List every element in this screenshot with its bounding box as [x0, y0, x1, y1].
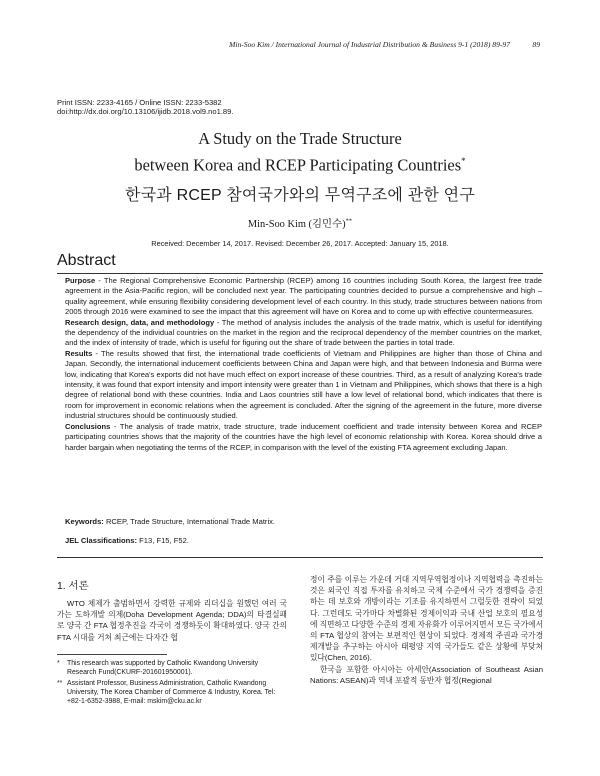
abstract-bottom-rule: [57, 557, 543, 558]
purpose-text: - The Regional Comprehensive Economic Partnership (RCEP) among 16 countries including South Korea, the largest free trade agreement in the Asia-Pacific region, will be concluded next year. The participating countries decided to pursue a comprehensive and high –quality agreement, while ensuring flexibility considering development level of each country. In this study, trade structures between nations from 2005 through 2016 were examined to see the impact that this agreement will have on Korea and to come up with effective countermeasures.: [65, 276, 542, 317]
footnote-item: [57, 659, 289, 677]
keywords-text: RCEP, Trade Structure, International Trade Matrix.: [103, 517, 276, 526]
results-text: - The results showed that first, the international trade coefficients of Vietnam and Philippines are higher than those of China and Japan. Secondly, the international inducement coefficients between China and Japan were high, and that between Indonesia and Burma were low, indicating that Korea's exports did not have much effect on export increase of these countries. Third, as a result of analyzing Korea's trade intensity, it was found that export intensity and import intensity were greater than 1 in Vietnam and Philippines, which shows that there is a high degree of relational bond with these countries. India and Laos countries still have a low level of relational bond, which indicates that there is room for improvement in economic relations when the agreement is concluded. After the signing of the agreement in the future, more diverse industrial structures should be continuously studied.: [65, 348, 542, 421]
footnote-text: This research was supported by Catholic Kwandong University Research Fund(CKURF-201601950001).: [67, 660, 259, 677]
jel-label: JEL Classifications:: [65, 536, 138, 545]
right-paragraph-2: 한국을 포함한 아시아는 아세안(Association of Southeast Asian Nations: ASEAN)과 역내 포괄적 동반자 협정(Regional: [310, 664, 543, 685]
page-number: 89: [532, 40, 540, 49]
abstract-body: [65, 276, 542, 453]
issn-line: Print ISSN: 2233-4165 / Online ISSN: 2233-5382: [57, 98, 222, 107]
abstract-conclusions: [65, 422, 542, 453]
footnote-text: Assistant Professor, Business Administration, Catholic Kwandong University, The Korea Chamber of Commerce & Industry, Korea. Tel: +82-1-6352-3988, E-mail: mskim@cku.ac.kr: [67, 680, 276, 706]
footnote-rule: [57, 654, 167, 655]
abstract-top-rule: [57, 273, 543, 274]
title-line-2: [40, 150, 560, 176]
running-head-text: Min-Soo Kim / International Journal of Industrial Distribution & Business 9-1 (2018) 89-97: [229, 40, 510, 49]
conclusions-label: Conclusions: [65, 421, 111, 431]
left-paragraph: WTO 체제가 출범하면서 강력한 규제와 리더십을 원했던 여러 국가는 도하개발 의제(Doha Development Agenda; DDA)의 타결실패로 양국 간 FTA 협정추진을 각국이 경쟁하듯이 확대하였다. 양국 간의 FTA 시대를 거쳐 최근에는 다자간 협: [57, 599, 287, 642]
purpose-label: Purpose: [65, 276, 96, 285]
footnote-mark: **: [57, 680, 63, 688]
title-block: [40, 128, 560, 248]
conclusions-text: - The analysis of trade matrix, trade structure, trade inducement coefficient and trade intensity between Korea and RCEP participating countries shows that the majority of the countries have the high level of economic relationship with Korea. Korea should drive a harder bargain when negotiating the terms of the RCEP, in comparison with the level of the existing FTA agreement excluding Japan.: [65, 421, 542, 452]
title-line-2-text: between Korea and RCEP Participating Countries: [134, 155, 462, 175]
footnotes: [57, 659, 289, 708]
right-column: [310, 574, 543, 686]
issn-block: [57, 98, 233, 117]
method-label: Research design, data, and methodology: [65, 317, 215, 327]
title-line-1: A Study on the Trade Structure: [198, 129, 402, 148]
author-line: [40, 215, 560, 230]
doi-line: doi:http://dx.doi.org/10.13106/ijidb.2018.vol9.no1.89.: [57, 107, 234, 117]
received-dates: Received: December 14, 2017. Revised: December 26, 2017. Accepted: January 15, 2018.: [151, 239, 449, 249]
author-footnote-marker: **: [345, 218, 353, 225]
jel-line: [65, 536, 189, 545]
abstract-method: [65, 318, 542, 349]
abstract-results: [65, 349, 542, 422]
paper-title-ko: 한국과 RCEP 참여국가와의 무역구조에 관한 연구: [125, 187, 475, 205]
author-name: Min-Soo Kim (김민수): [247, 219, 346, 231]
title-footnote-marker: *: [461, 156, 466, 166]
left-column: [57, 598, 287, 643]
running-head: [0, 40, 600, 54]
keywords-label: Keywords:: [65, 517, 104, 526]
section-heading: 1. 서론: [57, 581, 89, 592]
paper-title-en: [40, 128, 560, 176]
keywords-line: [65, 517, 275, 526]
abstract-heading: Abstract: [57, 252, 116, 269]
abstract-purpose: [65, 276, 542, 318]
footnote-item: [57, 679, 289, 706]
method-text: - The method of analysis includes the analysis of the trade matrix, which is useful for identifying the dependency of the individual countries on the market in the region and the reciprocal dependency of the member countries on the market, and the index of intensity of trade, which is useful for figuring out the share of trade between the parties in total trade.: [65, 317, 542, 348]
right-paragraph-1: 정이 주를 이루는 가운데 거대 지역무역협정이나 지역협력을 촉진하는 것은 외국인 직접 투자를 유치하고 국제 수준에서 국가 경쟁력을 증진하는 데 보호와 개방이라는 기조를 유지하면서 그럴듯한 전략이 되었다. 그런데도 국가마다 차별화된 경제이익과 국내 산업 보호의 필요성에 직면하고 다양한 수준의 경제 자유화가 이루어지면서 모든 국가에서의 FTA 협상의 참여는 보편적인 현상이 되었다. 경제적 주권과 국가경제개발을 추구하는 아시아 태평양 지역 국가들도 같은 상황에 부닺쳐 있다(Chen, 2016).: [310, 575, 543, 663]
results-label: Results: [65, 348, 93, 358]
footnote-mark: *: [57, 660, 60, 667]
jel-text: F13, F15, F52.: [137, 536, 189, 545]
